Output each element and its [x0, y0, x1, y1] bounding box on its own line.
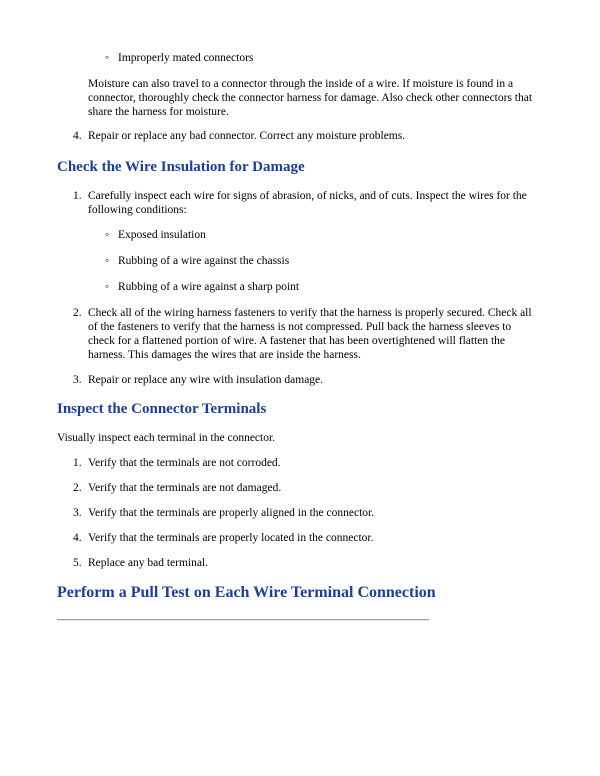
step-text: Verify that the terminals are not corroded.: [88, 457, 281, 469]
step-number: 4.: [73, 130, 82, 142]
bullet-icon: ◦: [105, 255, 110, 267]
step-number: 2.: [73, 482, 82, 494]
bullet-icon: ◦: [105, 281, 110, 293]
section-heading-connector-terminals: Inspect the Connector Terminals: [57, 401, 267, 417]
step-number: 3.: [73, 507, 82, 519]
step-text: Carefully inspect each wire for signs of abrasion, of nicks, and of cuts. Inspect the wires for the following conditions:: [88, 190, 527, 216]
numbered-step: [73, 506, 540, 520]
step-text: Replace any bad terminal.: [88, 557, 209, 569]
section-heading-wire-insulation: Check the Wire Insulation for Damage: [57, 159, 305, 175]
list-item-text: Rubbing of a wire against a sharp point: [118, 281, 300, 293]
list-item: [105, 228, 540, 242]
list-item-text: Improperly mated connectors: [118, 52, 254, 64]
list-item: [105, 51, 540, 65]
numbered-step: [73, 373, 540, 387]
horizontal-divider: [57, 619, 429, 621]
step-text: Verify that the terminals are properly located in the connector.: [88, 532, 374, 544]
step-number: 1.: [73, 190, 82, 202]
step-text: Repair or replace any wire with insulation damage.: [88, 374, 324, 386]
step-text: Verify that the terminals are properly aligned in the connector.: [88, 507, 375, 519]
section-heading-pull-test: Perform a Pull Test on Each Wire Terminal Connection: [57, 584, 436, 601]
numbered-step: [73, 189, 540, 217]
step-number: 2.: [73, 307, 82, 319]
numbered-step: [73, 481, 540, 495]
list-item-text: Exposed insulation: [118, 229, 206, 241]
step-number: 4.: [73, 532, 82, 544]
paragraph-visually-inspect: Visually inspect each terminal in the connector.: [57, 432, 276, 444]
step-number: 1.: [73, 457, 82, 469]
step-text: Verify that the terminals are not damaged.: [88, 482, 282, 494]
paragraph-moisture: Moisture can also travel to a connector through the inside of a wire. If moisture is found in a connector, thoroughly check the connector harness for damage. Also check other connectors that share the harness for moisture.: [88, 78, 533, 118]
step-text: Check all of the wiring harness fasteners to verify that the harness is properly secured. Check all of the fasteners to verify that the harness is not compressed. Pull back the harness sleeves to check for a flattened portion of wire. A fastener that has been overtightened will flatten the harness. This damages the wires that are inside the harness.: [88, 307, 532, 361]
numbered-step: [73, 306, 540, 362]
list-item: [105, 254, 540, 268]
step-number: 5.: [73, 557, 82, 569]
step-text: Repair or replace any bad connector. Correct any moisture problems.: [88, 130, 406, 142]
bullet-icon: ◦: [105, 229, 110, 241]
numbered-step: [73, 556, 540, 570]
list-item-text: Rubbing of a wire against the chassis: [118, 255, 290, 267]
numbered-step: [73, 531, 540, 545]
step-number: 3.: [73, 374, 82, 386]
numbered-step: [73, 129, 540, 143]
list-item: [105, 280, 540, 294]
bullet-icon: ◦: [105, 52, 110, 64]
numbered-step: [73, 456, 540, 470]
